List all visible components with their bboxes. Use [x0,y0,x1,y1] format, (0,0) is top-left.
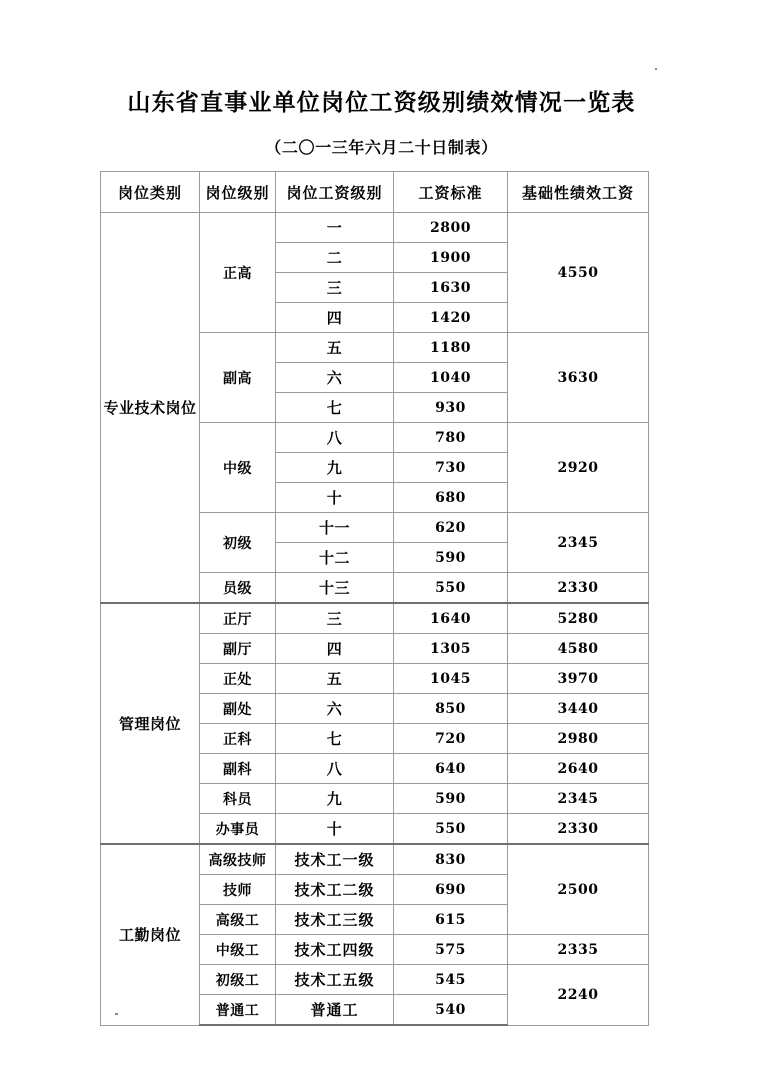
cell-wage-standard: 1900 [394,243,508,273]
page-subtitle: （二〇一三年六月二十日制表） [265,138,498,157]
cell-wage-standard: 930 [394,393,508,423]
cell-wage-grade: 五 [276,664,394,694]
cell-post-level: 初级 [200,513,276,573]
cell-wage-standard: 615 [394,905,508,935]
cell-base-performance-pay: 5280 [508,603,649,634]
cell-base-performance-pay: 2330 [508,573,649,604]
cell-base-performance-pay: 2980 [508,724,649,754]
cell-post-level: 副高 [200,333,276,423]
cell-wage-standard: 575 [394,935,508,965]
salary-table [100,171,649,1026]
cell-post-level: 高级工 [200,905,276,935]
cell-wage-grade: 三 [276,603,394,634]
column-header-base-performance: 基础性绩效工资 [508,172,649,213]
cell-wage-grade: 八 [276,754,394,784]
cell-wage-standard: 780 [394,423,508,453]
cell-wage-standard: 590 [394,784,508,814]
cell-job-category: 工勤岗位 [101,844,200,1025]
cell-post-level: 副科 [200,754,276,784]
cell-post-level: 初级工 [200,965,276,995]
cell-wage-standard: 850 [394,694,508,724]
page-title: 山东省直事业单位岗位工资级别绩效情况一览表 [127,90,636,116]
cell-post-level: 正高 [200,213,276,333]
table-header [101,172,649,213]
cell-wage-grade: 八 [276,423,394,453]
cell-wage-standard: 1045 [394,664,508,694]
table-row [101,603,649,634]
table-row [101,213,649,243]
cell-post-level: 科员 [200,784,276,814]
column-header-wage-standard: 工资标准 [394,172,508,213]
cell-wage-grade: 技术工二级 [276,875,394,905]
cell-post-level: 办事员 [200,814,276,845]
cell-wage-standard: 1040 [394,363,508,393]
cell-base-performance-pay: 3630 [508,333,649,423]
column-header-wage-grade: 岗位工资级别 [276,172,394,213]
cell-wage-standard: 730 [394,453,508,483]
scan-speck-top-right [655,68,657,70]
column-header-level: 岗位级别 [200,172,276,213]
cell-post-level: 普通工 [200,995,276,1026]
cell-wage-grade: 十三 [276,573,394,604]
cell-base-performance-pay: 2330 [508,814,649,845]
cell-wage-grade: 二 [276,243,394,273]
cell-base-performance-pay: 3970 [508,664,649,694]
cell-wage-standard: 680 [394,483,508,513]
cell-wage-standard: 830 [394,844,508,875]
cell-base-performance-pay: 2345 [508,513,649,573]
table-header-row [101,172,649,213]
cell-wage-standard: 690 [394,875,508,905]
salary-table-container [100,171,648,1026]
cell-post-level: 正厅 [200,603,276,634]
cell-wage-grade: 九 [276,453,394,483]
cell-post-level: 副处 [200,694,276,724]
cell-wage-grade: 六 [276,694,394,724]
cell-wage-grade: 技术工一级 [276,844,394,875]
cell-wage-grade: 九 [276,784,394,814]
cell-base-performance-pay: 2335 [508,935,649,965]
cell-wage-standard: 2800 [394,213,508,243]
title-block [0,88,763,159]
cell-post-level: 中级工 [200,935,276,965]
cell-post-level: 副厅 [200,634,276,664]
cell-wage-standard: 545 [394,965,508,995]
cell-base-performance-pay: 4580 [508,634,649,664]
cell-wage-grade: 十一 [276,513,394,543]
cell-base-performance-pay: 2500 [508,844,649,935]
cell-wage-standard: 1305 [394,634,508,664]
cell-wage-grade: 十 [276,483,394,513]
cell-wage-standard: 1640 [394,603,508,634]
cell-post-level: 正处 [200,664,276,694]
cell-wage-grade: 十 [276,814,394,845]
cell-wage-grade: 技术工三级 [276,905,394,935]
cell-job-category: 管理岗位 [101,603,200,844]
column-header-category: 岗位类别 [101,172,200,213]
cell-base-performance-pay: 2240 [508,965,649,1026]
table-row [101,844,649,875]
cell-wage-grade: 三 [276,273,394,303]
cell-wage-grade: 四 [276,634,394,664]
cell-job-category: 专业技术岗位 [101,213,200,604]
cell-post-level: 员级 [200,573,276,604]
cell-base-performance-pay: 2920 [508,423,649,513]
cell-post-level: 高级技师 [200,844,276,875]
cell-wage-standard: 720 [394,724,508,754]
cell-wage-grade: 十二 [276,543,394,573]
cell-wage-grade: 技术工五级 [276,965,394,995]
cell-wage-grade: 四 [276,303,394,333]
cell-wage-grade: 五 [276,333,394,363]
cell-base-performance-pay: 2345 [508,784,649,814]
cell-wage-grade: 六 [276,363,394,393]
cell-wage-standard: 550 [394,573,508,604]
cell-post-level: 中级 [200,423,276,513]
cell-post-level: 正科 [200,724,276,754]
cell-wage-standard: 620 [394,513,508,543]
cell-wage-standard: 550 [394,814,508,845]
cell-wage-standard: 640 [394,754,508,784]
cell-base-performance-pay: 2640 [508,754,649,784]
cell-base-performance-pay: 3440 [508,694,649,724]
cell-wage-standard: 540 [394,995,508,1026]
cell-base-performance-pay: 4550 [508,213,649,333]
cell-wage-grade: 七 [276,724,394,754]
cell-wage-standard: 1630 [394,273,508,303]
table-body [101,213,649,1026]
cell-wage-grade: 技术工四级 [276,935,394,965]
cell-wage-grade: 一 [276,213,394,243]
cell-post-level: 技师 [200,875,276,905]
cell-wage-grade: 普通工 [276,995,394,1026]
cell-wage-standard: 1420 [394,303,508,333]
cell-wage-grade: 七 [276,393,394,423]
cell-wage-standard: 590 [394,543,508,573]
cell-wage-standard: 1180 [394,333,508,363]
